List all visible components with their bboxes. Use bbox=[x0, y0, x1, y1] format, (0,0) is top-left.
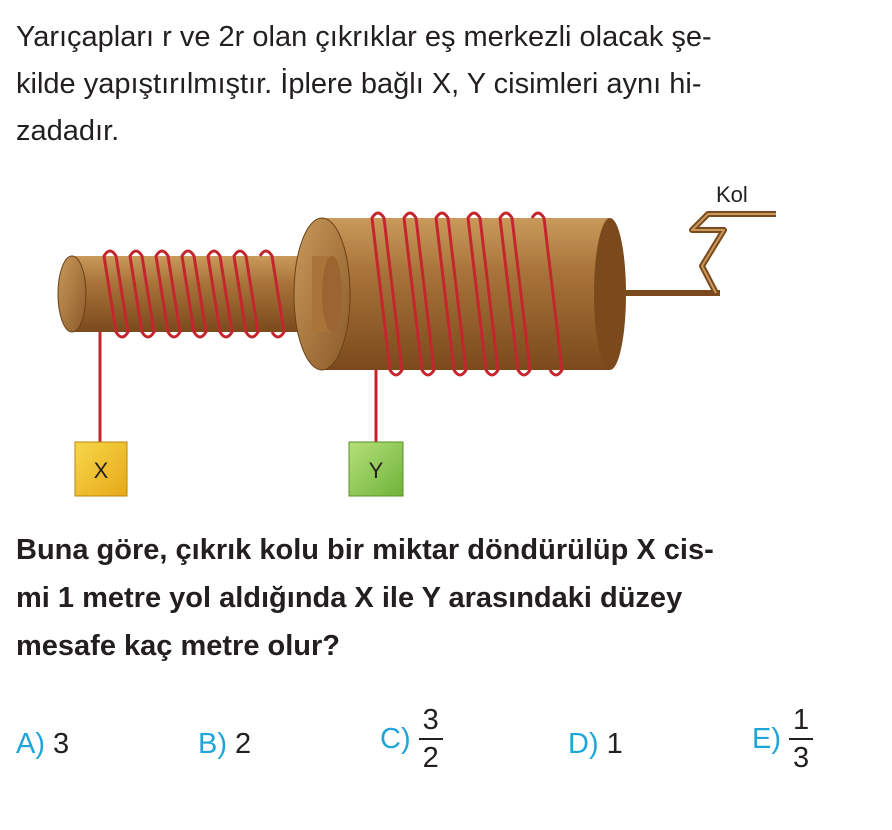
small-drum bbox=[58, 256, 330, 332]
option-e-denominator: 3 bbox=[793, 742, 810, 774]
option-c-denominator: 2 bbox=[422, 742, 439, 774]
question-line-1: Buna göre, çıkrık kolu bir miktar döndürülüp X cis- bbox=[16, 534, 714, 566]
crank-handle bbox=[624, 214, 776, 296]
question-line-2: mi 1 metre yol aldığında X ile Y arasındaki düzey bbox=[16, 582, 683, 614]
option-a-value: 3 bbox=[53, 728, 70, 760]
option-c-fraction bbox=[419, 706, 443, 773]
option-c-letter: C) bbox=[380, 723, 411, 755]
option-e[interactable] bbox=[752, 706, 813, 773]
option-b-value: 2 bbox=[235, 728, 252, 760]
intro-line-2: kilde yapıştırılmıştır. İplere bağlı X, Y cisimleri aynı hi- bbox=[16, 68, 702, 100]
option-d-letter: D) bbox=[568, 728, 599, 760]
intro-line-3: zadadır. bbox=[16, 115, 120, 147]
question-line-3: mesafe kaç metre olur? bbox=[16, 630, 340, 662]
intro-text bbox=[16, 14, 712, 155]
mass-x bbox=[75, 442, 127, 496]
handle-label: Kol bbox=[716, 182, 748, 207]
option-c[interactable] bbox=[380, 706, 443, 773]
intro-line-1: Yarıçapları r ve 2r olan çıkrıklar eş merkezli olacak şe- bbox=[16, 21, 712, 53]
question-text bbox=[16, 526, 714, 670]
option-c-numerator: 3 bbox=[422, 704, 439, 736]
mass-y-label: Y bbox=[368, 458, 384, 483]
option-b[interactable] bbox=[198, 728, 251, 761]
large-drum bbox=[294, 218, 626, 370]
mass-x-label: X bbox=[93, 458, 109, 483]
pulley-figure bbox=[0, 170, 892, 510]
option-e-numerator: 1 bbox=[793, 704, 810, 736]
option-a[interactable] bbox=[16, 728, 69, 761]
option-d[interactable] bbox=[568, 728, 623, 761]
option-b-letter: B) bbox=[198, 728, 227, 760]
option-a-letter: A) bbox=[16, 728, 45, 760]
option-e-letter: E) bbox=[752, 723, 781, 755]
mass-y bbox=[349, 442, 403, 496]
option-d-value: 1 bbox=[606, 728, 623, 760]
option-e-fraction bbox=[789, 706, 813, 773]
